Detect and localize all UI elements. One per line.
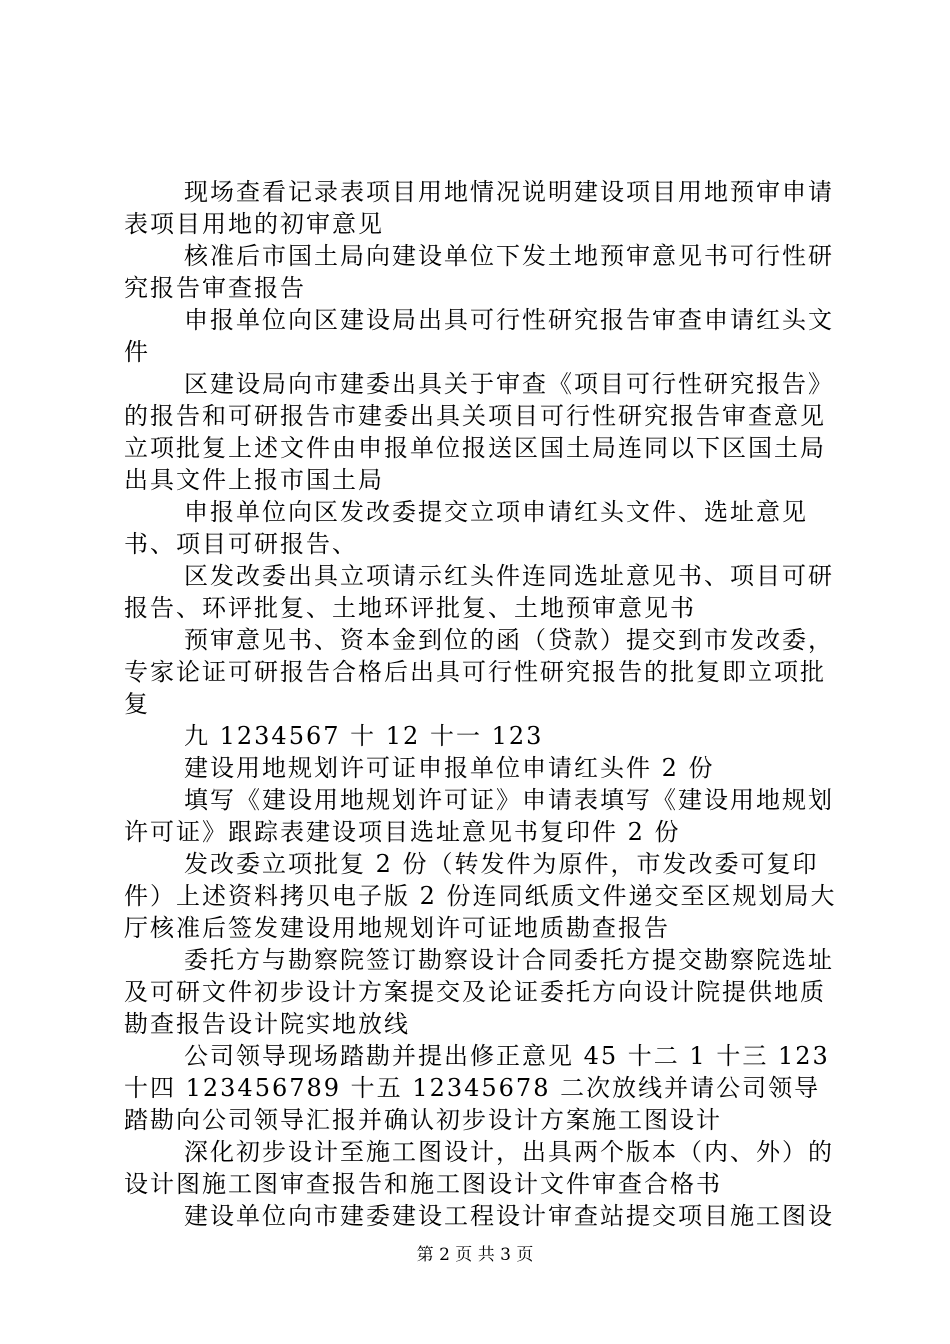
paragraph: 公司领导现场踏勘并提出修正意见 45 十二 1 十三 123 十四 123456789 十五 12345678 二次放线并请公司领导踏勘向公司领导汇报并确认初步设计方案施工图设计 — [124, 1042, 830, 1134]
paragraph: 建设用地规划许可证申报单位申请红头件 2 份 — [184, 754, 715, 782]
paragraph: 申报单位向区发改委提交立项申请红头文件、选址意见书、项目可研报告、 — [124, 498, 808, 558]
paragraph: 区发改委出具立项请示红头件连同选址意见书、项目可研报告、环评批复、土地环评批复、土地预审意见书 — [124, 562, 834, 622]
document-body — [124, 176, 840, 1232]
paragraph: 建设单位向市建委建设工程设计审查站提交项目施工图设 — [184, 1202, 834, 1230]
paragraph: 区建设局向市建委出具关于审查《项目可行性研究报告》的报告和可研报告市建委出具关项目可行性研究报告审查意见立项批复上述文件由申报单位报送区国土局连同以下区国土局出具文件上报市国土局 — [124, 370, 834, 494]
paragraph: 九 1234567 十 12 十一 123 — [184, 722, 544, 750]
paragraph: 深化初步设计至施工图设计，出具两个版本（内、外）的设计图施工图审查报告和施工图设计文件审查合格书 — [124, 1138, 834, 1198]
page-footer: 第 2 页 共 3 页 — [416, 1245, 534, 1265]
paragraph: 委托方与勘察院签订勘察设计合同委托方提交勘察院选址及可研文件初步设计方案提交及论证委托方向设计院提供地质勘查报告设计院实地放线 — [124, 946, 834, 1038]
paragraph: 发改委立项批复 2 份（转发件为原件，市发改委可复印件）上述资料拷贝电子版 2 份连同纸质文件递交至区规划局大厅核准后签发建设用地规划许可证地质勘查报告 — [124, 850, 837, 942]
paragraph: 申报单位向区建设局出具可行性研究报告审查申请红头文件 — [124, 306, 834, 366]
paragraph: 填写《建设用地规划许可证》申请表填写《建设用地规划许可证》跟踪表建设项目选址意见书复印件 2 份 — [124, 786, 834, 846]
paragraph: 现场查看记录表项目用地情况说明建设项目用地预审申请表项目用地的初审意见 — [124, 178, 834, 238]
paragraph: 预审意见书、资本金到位的函（贷款）提交到市发改委，专家论证可研报告合格后出具可行性研究报告的批复即立项批复 — [124, 626, 834, 718]
paragraph: 核准后市国土局向建设单位下发土地预审意见书可行性研究报告审查报告 — [124, 242, 834, 302]
